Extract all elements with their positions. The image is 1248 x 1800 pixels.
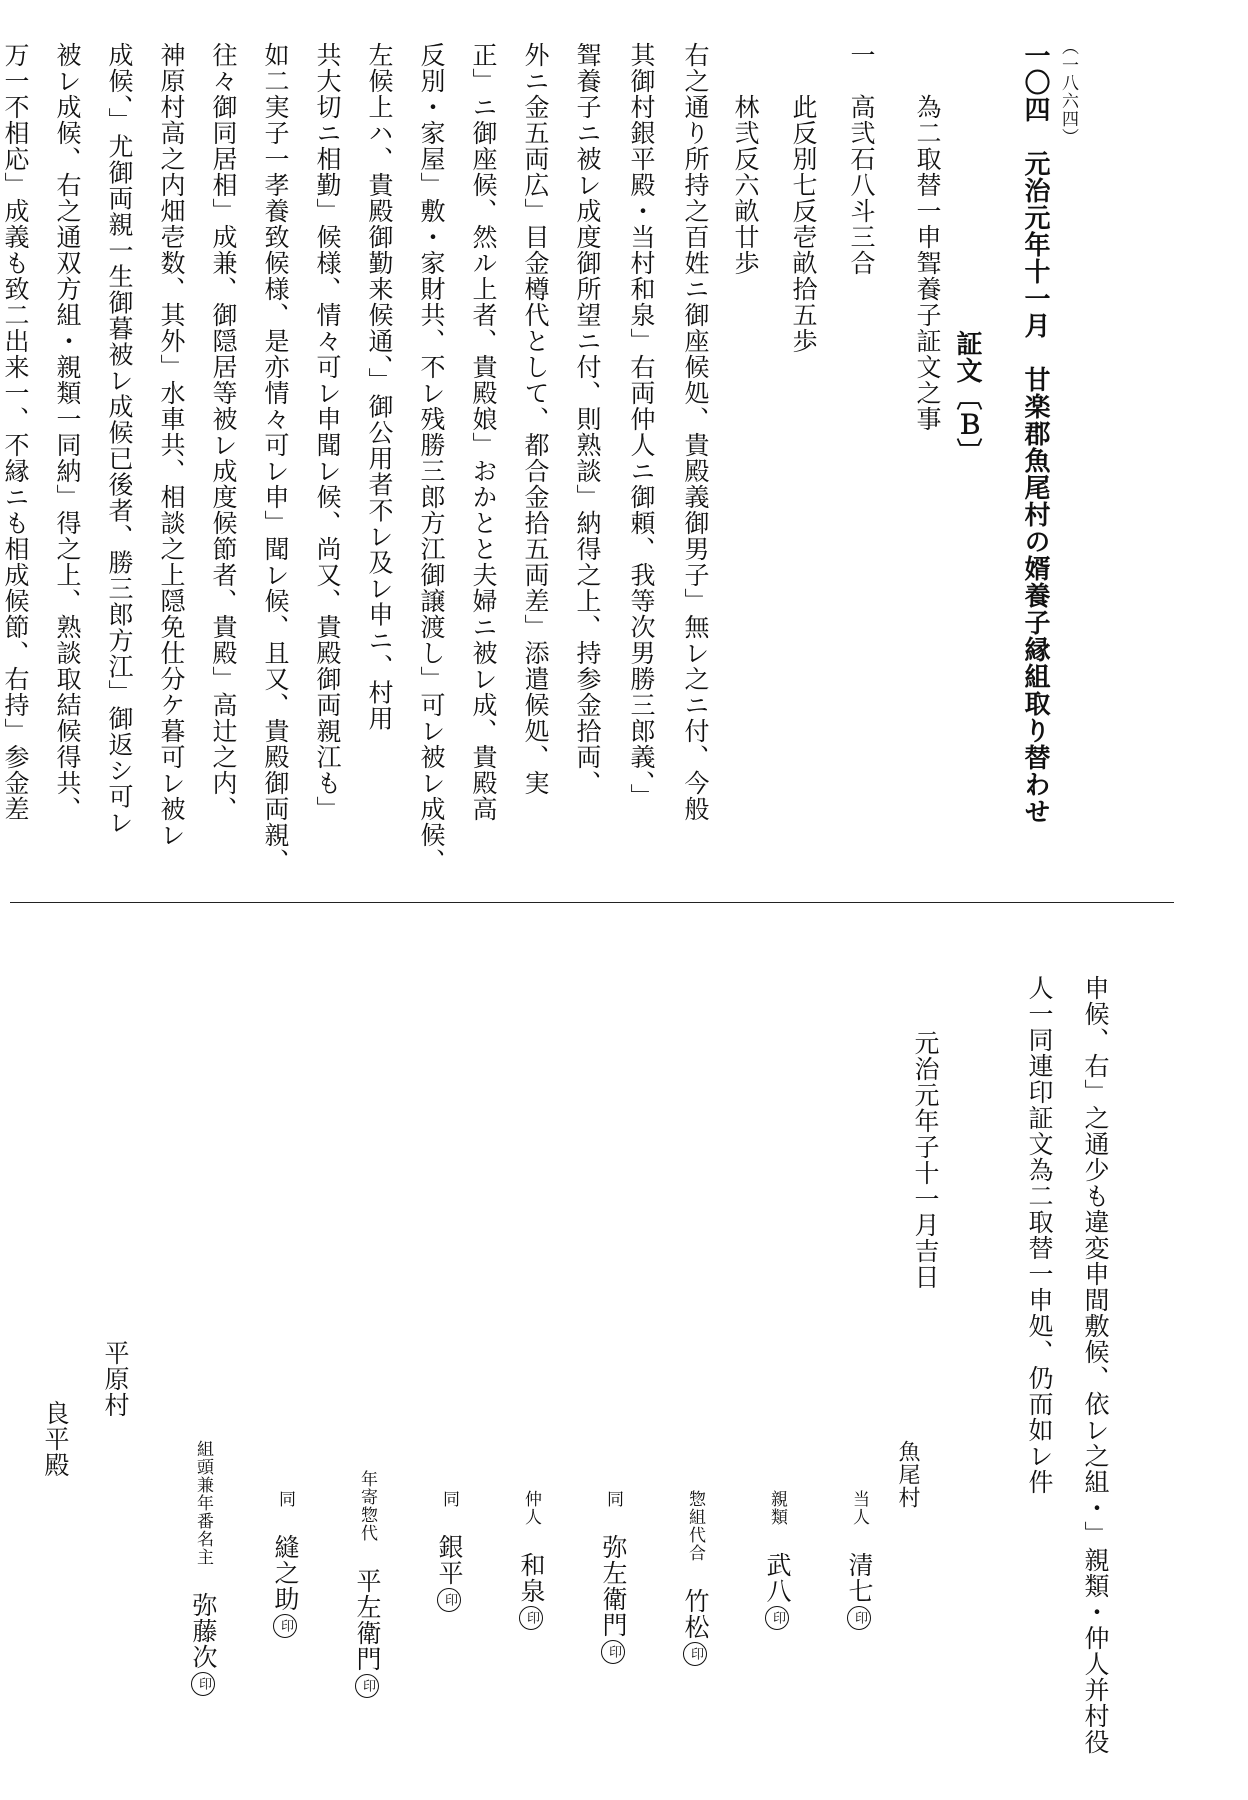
signatory-name: 和泉	[517, 1552, 546, 1604]
document-title-text: 元治元年十一月 甘楽郡魚尾村の婿養子縁組取り替わせ	[1020, 150, 1050, 825]
signatory-name: 縫之助	[271, 1534, 300, 1612]
text-column: 被レ成候、右之通双方組・親類一同納」得之上、熟談取結候得共、	[53, 42, 82, 822]
signatory-role: 同	[603, 1490, 623, 1508]
recipient-village: 平原村	[101, 1340, 130, 1418]
text-column: 此反別七反壱畝拾五歩	[789, 42, 818, 354]
seal-icon: 印	[273, 1614, 297, 1638]
village-name: 魚尾村	[895, 1440, 920, 1509]
sequence-number: （一八六四）	[1058, 38, 1078, 146]
seal-icon: 印	[519, 1606, 543, 1630]
signatory	[601, 1490, 626, 1664]
section-divider	[10, 902, 1174, 903]
signatory	[847, 1490, 872, 1630]
text-column: 正」ニ御座候、然ル上者、貴殿娘」おかとと夫婦ニ被レ成、貴殿高	[469, 42, 498, 822]
signatory	[765, 1490, 790, 1630]
signatory-name: 弥藤次	[189, 1592, 218, 1670]
seal-icon: 印	[683, 1642, 707, 1666]
text-column: 共大切ニ相勤」候様、情々可レ申聞レ候、尚又、貴殿御両親江も」	[313, 42, 342, 822]
seal-icon: 印	[191, 1672, 215, 1696]
seal-icon: 印	[355, 1674, 379, 1698]
document-date: 元治元年子十一月吉日	[911, 1030, 940, 1290]
signatory	[191, 1440, 216, 1696]
recipient: 良平殿	[41, 1400, 70, 1478]
text-column: 成候、」尤御両親一生御暮被レ成候已後者、勝三郎方江」御返シ可レ	[105, 42, 134, 836]
signatory-name: 弥左衛門	[599, 1534, 628, 1638]
signatory	[355, 1470, 380, 1698]
seal-icon: 印	[437, 1588, 461, 1612]
signatory	[437, 1490, 462, 1612]
signatory-role: 年寄惣代	[357, 1470, 377, 1542]
signatory-name: 竹松	[681, 1588, 710, 1640]
signatory-name: 銀平	[435, 1534, 464, 1586]
document-title	[1022, 42, 1048, 825]
signatory	[683, 1490, 708, 1666]
text-column: 左候上ハ、貴殿御勤来候通、」御公用者不レ及レ申ニ、村用	[365, 42, 394, 732]
text-column: 其御村銀平殿・当村和泉」右両仲人ニ御頼、我等次男勝三郎義、」	[627, 42, 656, 810]
text-column: 右之通り所持之百姓ニ御座候処、貴殿義御男子」無レ之ニ付、今般	[681, 42, 710, 822]
section-label: 証文〔Ｂ〕	[952, 330, 982, 465]
text-column: 一 高弐石八斗三合	[847, 42, 876, 276]
seal-icon: 印	[601, 1640, 625, 1664]
signatory-role: 仲人	[521, 1490, 541, 1526]
seal-icon: 印	[765, 1606, 789, 1630]
text-column: 万一不相応」成義も致二出来一、不縁ニも相成候節、右持」参金差	[1, 42, 30, 822]
text-column: 外ニ金五両広」目金樽代として、都合金拾五両差」添遣候処、実	[521, 42, 550, 796]
signatory-role: 親類	[767, 1490, 787, 1526]
text-column: 如二実子一孝養致候様、是亦情々可レ申」聞レ候、且又、貴殿御両親、	[261, 42, 290, 874]
text-column: 神原村高之内畑壱数、其外」水車共、相談之上隠免仕分ケ暮可レ被レ	[157, 42, 186, 848]
signatory	[273, 1490, 298, 1638]
signatory-role: 当人	[849, 1490, 869, 1526]
signatory-role: 組頭兼年番名主	[193, 1440, 213, 1566]
text-column: 人一同連印証文為二取替一申処、仍而如レ件	[1025, 975, 1054, 1495]
signatory-role: 惣組代合	[685, 1490, 705, 1562]
text-column: 為二取替一申聟養子証文之事	[913, 42, 942, 432]
document-number: 一〇四	[1020, 42, 1050, 123]
signatory-name: 清七	[845, 1552, 874, 1604]
text-column: 林弐反六畝廿歩	[731, 42, 760, 276]
text-column: 聟養子ニ被レ成度御所望ニ付、則熟談」納得之上、持参金拾両、	[573, 42, 602, 796]
signatory-name: 平左衛門	[353, 1568, 382, 1672]
signatory-role: 同	[275, 1490, 295, 1508]
signatory-name: 武八	[763, 1552, 792, 1604]
seal-icon: 印	[847, 1606, 871, 1630]
text-column: 往々御同居相」成兼、御隠居等被レ成度候節者、貴殿」高辻之内、	[209, 42, 238, 822]
text-column: 反別・家屋」敷・家財共、不レ残勝三郎方江御譲渡し」可レ被レ成候、	[417, 42, 446, 874]
signatory	[519, 1490, 544, 1630]
signatory-role: 同	[439, 1490, 459, 1508]
text-column: 申候、右」之通少も違変申間敷候、依レ之組・」親類・仲人并村役	[1081, 975, 1110, 1755]
